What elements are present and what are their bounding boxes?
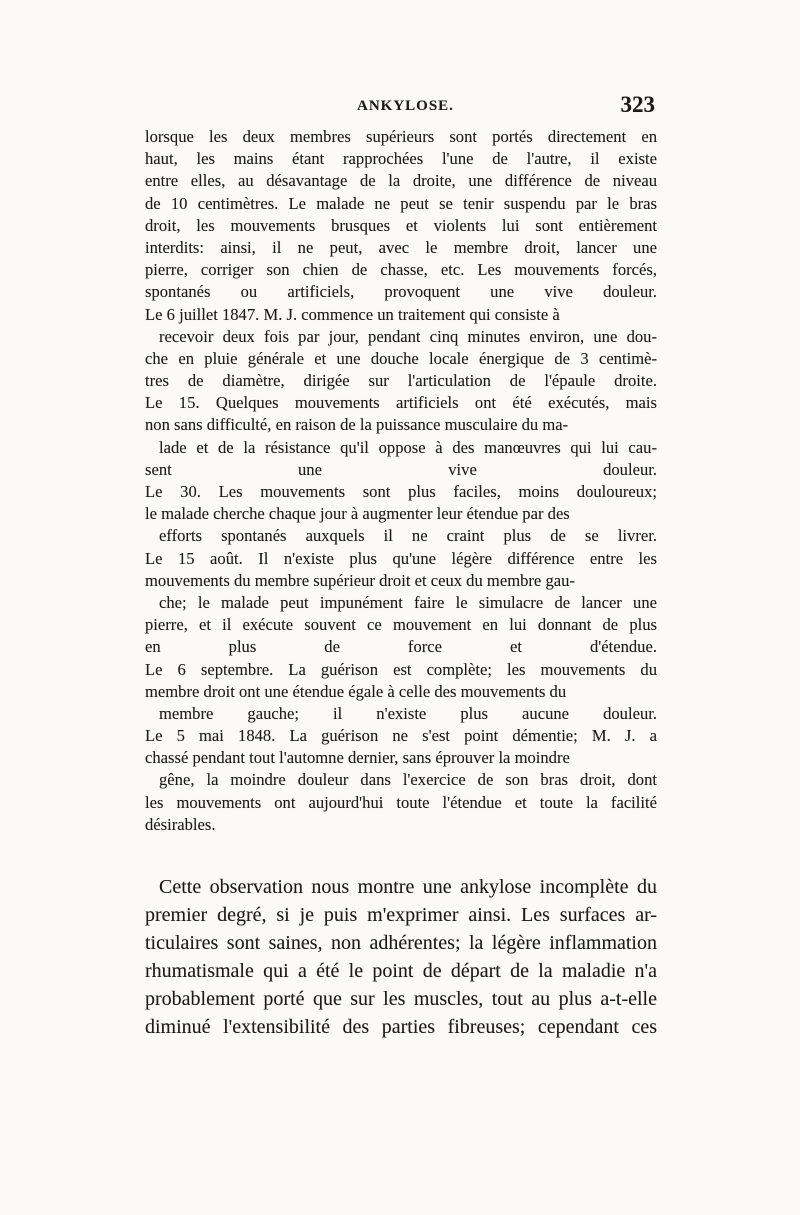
text-line: Le 6 septembre. La guérison est complète; les mouvements du bbox=[145, 659, 657, 679]
text-line: Le 5 mai 1848. La guérison ne s'est point démentie; M. J. a bbox=[145, 726, 657, 746]
text-line: lade et de la résistance qu'il oppose à des manœuvres qui lui cau- bbox=[159, 437, 657, 457]
text-line: interdits: ainsi, il ne peut, avec le membre droit, lancer une bbox=[145, 237, 657, 257]
text-line: membre gauche; il n'existe plus aucune douleur. bbox=[159, 703, 657, 723]
text-line: che en pluie générale et une douche locale énergique de 3 centimè- bbox=[145, 348, 657, 368]
text-line bbox=[145, 836, 657, 858]
page-header bbox=[145, 92, 657, 122]
page-number: 323 bbox=[620, 92, 655, 117]
text-line: probablement porté que sur les muscles, tout au plus a-t-elle bbox=[145, 988, 657, 1011]
text-line: gêne, la moindre douleur dans l'exercice de son bras droit, dont bbox=[159, 770, 657, 790]
small-print-text bbox=[145, 126, 657, 880]
text-line: premier degré, si je puis m'exprimer ainsi. Les surfaces ar- bbox=[145, 904, 657, 927]
text-line: droit, les mouvements brusques et violents lui sont entièrement bbox=[145, 215, 657, 235]
large-print-text bbox=[145, 873, 657, 1042]
running-head: ANKYLOSE. bbox=[357, 98, 454, 114]
text-line: Le 30. Les mouvements sont plus faciles, moins douloureux; bbox=[145, 482, 657, 501]
text-line: efforts spontanés auxquels il ne craint plus de se livrer. bbox=[159, 526, 657, 546]
text-line: Le 15. Quelques mouvements artificiels ont été exécutés, mais bbox=[145, 393, 657, 413]
text-line: sent une vive douleur. bbox=[145, 459, 657, 479]
text-line: de 10 centimètres. Le malade ne peut se tenir suspendu par le bras bbox=[145, 193, 657, 213]
text-line: rhumatismale qui a été le point de départ de la maladie n'a bbox=[145, 960, 657, 983]
text-line: che; le malade peut impunément faire le simulacre de lancer une bbox=[159, 592, 657, 612]
text-line: en plus de force et d'étendue. bbox=[145, 637, 657, 657]
text-line: chassé pendant tout l'automne dernier, sans éprouver la moindre bbox=[145, 748, 570, 768]
text-line: Le 15 août. Il n'existe plus qu'une légère différence entre les bbox=[145, 548, 657, 568]
text-line: haut, les mains étant rapprochées l'une de l'autre, il existe bbox=[145, 149, 657, 169]
text-line: entre elles, au désavantage de la droite, une différence de niveau bbox=[145, 171, 657, 191]
text-line: pierre, et il exécute souvent ce mouvement en lui donnant de plus bbox=[145, 615, 657, 635]
text-line: le malade cherche chaque jour à augmenter leur étendue par des bbox=[145, 504, 570, 524]
text-line: membre droit ont une étendue égale à celle des mouvements du bbox=[145, 681, 567, 701]
text-line: mouvements du membre supérieur droit et ceux du membre gau- bbox=[145, 570, 575, 590]
text-line: ticulaires sont saines, non adhérentes; la légère inflammation bbox=[145, 932, 657, 955]
text-line: lorsque les deux membres supérieurs sont portés directement en bbox=[145, 127, 657, 146]
text-line: pierre, corriger son chien de chasse, etc. Les mouvements forcés, bbox=[145, 260, 657, 280]
text-line: Le 6 juillet 1847. M. J. commence un traitement qui consiste à bbox=[145, 304, 560, 324]
text-line: tres de diamètre, dirigée sur l'articulation de l'épaule droite. bbox=[145, 371, 657, 391]
text-line: Cette observation nous montre une ankylose incomplète du bbox=[159, 876, 657, 898]
text-line: désirables. bbox=[145, 814, 216, 834]
text-line: non sans difficulté, en raison de la puissance musculaire du ma- bbox=[145, 415, 569, 435]
text-line: recevoir deux fois par jour, pendant cinq minutes environ, une dou- bbox=[159, 326, 657, 346]
text-line: diminué l'extensibilité des parties fibreuses; cependant ces bbox=[145, 1016, 657, 1039]
text-line: spontanés ou artificiels, provoquent une vive douleur. bbox=[145, 282, 657, 302]
text-line: les mouvements ont aujourd'hui toute l'étendue et toute la facilité bbox=[145, 792, 657, 812]
